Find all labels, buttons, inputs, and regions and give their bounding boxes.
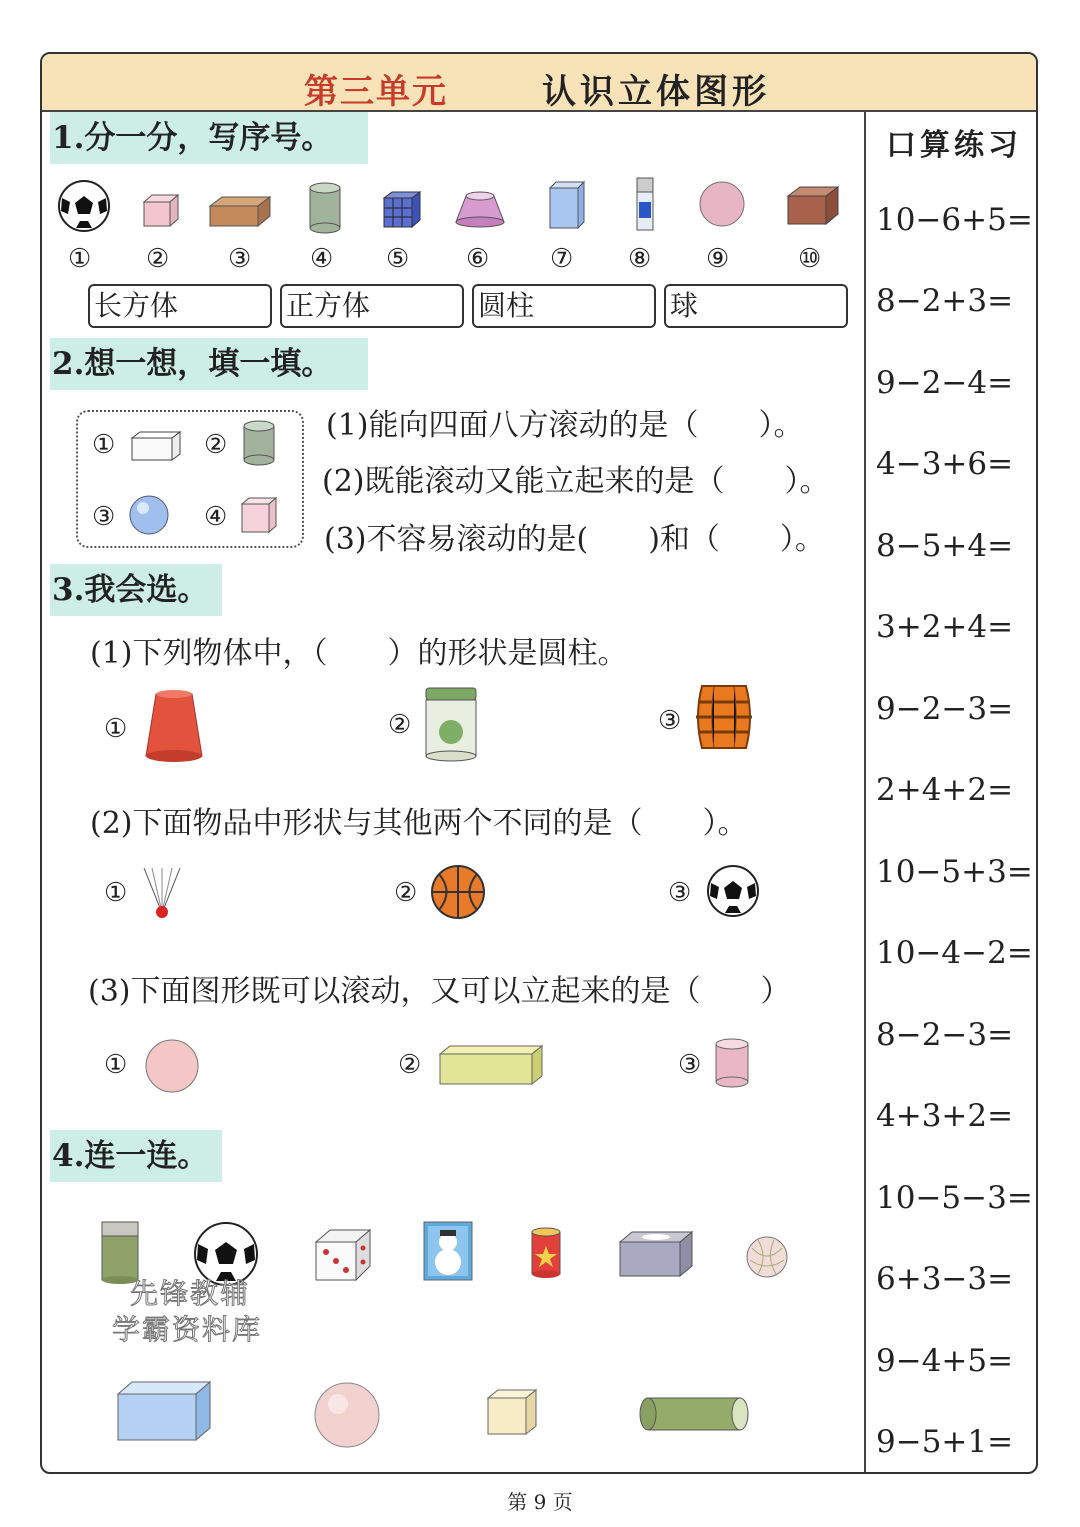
equation: 8−2+3= [876,283,1014,319]
equation: 8−2−3= [876,1017,1014,1053]
equation: 4+3+2= [876,1098,1014,1134]
blue-sphere-icon [128,494,170,536]
yarn-ball-icon [744,1234,790,1280]
mental-math-sidebar [864,110,1038,1474]
question-3-3: (3)下面图形既可以滚动，又可以立起来的是（ ） [88,974,791,1009]
option-number: ② [398,1050,422,1080]
answer-box-cube[interactable]: 正方体 [280,284,464,328]
equation: 10−5−3= [876,1180,1033,1216]
red-can-icon [530,1226,562,1280]
shape-number: ③ [92,502,116,532]
section-3-title: 3.我会选。 [50,564,222,616]
dice-icon [314,1228,372,1282]
equation: 10−4−2= [876,935,1033,971]
item-number: ⑧ [628,244,652,274]
yellow-cuboid-icon [438,1044,544,1088]
pink-cube-icon [240,496,280,536]
shape-number: ② [204,430,228,460]
basketball-icon [430,864,486,920]
option-number: ③ [658,706,682,736]
sidebar-title: 口算练习 [886,128,1022,163]
tissue-box-icon [618,1230,694,1278]
option-number: ③ [678,1050,702,1080]
option-number: ① [104,1050,128,1080]
option-number: ③ [668,878,692,908]
rubik-cube-icon [382,190,422,230]
green-cylinder-lying-icon [638,1394,752,1434]
item-number: ④ [310,244,334,274]
question-2-3: (3)不容易滚动的是( )和（ ）。 [324,522,825,557]
lampshade-icon [454,190,506,230]
white-cuboid-icon [130,430,182,464]
item-number: ⑤ [386,244,410,274]
shuttlecock-icon [142,864,182,920]
option-number: ② [388,710,412,740]
equation: 6+3−3= [876,1261,1014,1297]
option-number: ② [394,878,418,908]
option-number: ① [104,878,128,908]
page-number: 第 9 页 [507,1490,573,1514]
section-1-title: 1.分一分，写序号。 [50,112,368,164]
shape-number: ④ [204,502,228,532]
equation: 10−5+3= [876,854,1033,890]
equation: 10−6+5= [876,202,1033,238]
equation: 9−5+1= [876,1424,1014,1460]
pink-cylinder-icon [714,1038,750,1090]
soccer-ball-icon [706,864,760,918]
cylinder-icon [308,182,342,234]
item-number: ⑦ [550,244,574,274]
worksheet-frame [40,52,1038,1474]
pink-sphere-icon [144,1038,200,1094]
question-3-1: (1)下列物体中，（ ）的形状是圆柱。 [90,636,628,671]
equation: 3+2+4= [876,609,1014,645]
glue-stick-icon [634,176,656,234]
brick-icon [786,184,840,228]
shape-number: ① [92,430,116,460]
red-cup-icon [142,688,206,764]
question-3-2: (2)下面物品中形状与其他两个不同的是（ ）。 [90,806,748,841]
box-icon [208,194,272,230]
topic-title: 认识立体图形 [542,72,770,112]
pink-cube-icon [142,192,182,228]
equation: 9−4+5= [876,1343,1014,1379]
equation: 8−5+4= [876,528,1014,564]
header-bar [42,54,1036,112]
pink-ball-icon [698,180,746,228]
item-number: ③ [228,244,252,274]
soccer-ball-icon [56,178,112,234]
jar-icon [422,684,480,762]
section-2-title: 2.想一想，填一填。 [50,338,368,390]
question-2-2: (2)既能滚动又能立起来的是（ ）。 [322,464,830,499]
item-number: ⑩ [798,244,822,274]
barrel-icon [692,680,756,754]
watermark: 先锋教辅 [130,1277,251,1310]
equation: 4−3+6= [876,446,1014,482]
answer-box-cylinder[interactable]: 圆柱 [472,284,656,328]
section-4-title: 4.连一连。 [50,1130,222,1182]
question-2-1: (1)能向四面八方滚动的是（ ）。 [326,408,804,443]
item-number: ① [68,244,92,274]
item-number: ⑥ [466,244,490,274]
item-number: ② [146,244,170,274]
cream-cube-icon [486,1388,538,1438]
equation: 9−2−3= [876,691,1014,727]
equation: 2+4+2= [876,772,1014,808]
answer-box-sphere[interactable]: 球 [664,284,848,328]
item-number: ⑨ [706,244,730,274]
watermark: 学霸资料库 [112,1313,263,1346]
equation: 9−2−4= [876,365,1014,401]
unit-title: 第三单元 [304,72,448,112]
option-number: ① [104,714,128,744]
blue-cuboid-icon [548,180,588,230]
green-cylinder-icon [242,420,276,466]
snowman-picture-icon [422,1220,474,1282]
pink-sphere-icon [312,1380,382,1450]
answer-box-cuboid[interactable]: 长方体 [88,284,272,328]
blue-cuboid-icon [116,1380,212,1444]
